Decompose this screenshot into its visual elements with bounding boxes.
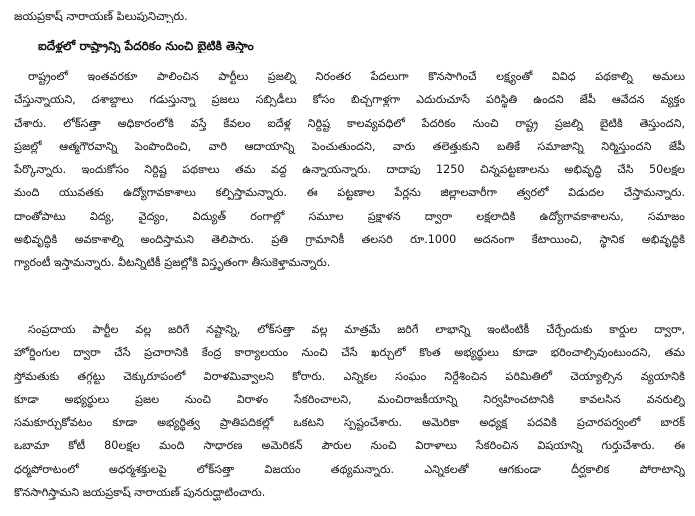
paragraph-line: అభివృద్ధికి అవకాశాల్ని అందిస్తామని తెలిపారు. ప్రతి గ్రామానికీ తలసరి రూ.1000 అదనంగా కేటాయించి, స్థానిక అభివృద్ధికి [14, 233, 685, 247]
paragraph-line: ఒబామా కోటీ 80లక్షల మంది సాధారణ అమెరికన్ పౌరుల నుంచి విరాళాలు సేకరించిన విషయాన్ని గుర్తుచేశారు. ఈ [14, 439, 685, 453]
paragraph-line: కూడా అభ్యర్థులు ప్రజల నుంచి విరాళం సేకరించాలని, మంచిరాజకీయాన్ని నిర్వహించటానికి కావలసిన వనరుల్ని [14, 392, 685, 406]
paragraph-line: చేశారు. లోక్‌సత్తా అధికారంలోకి వస్తే కేవలం ఐదేళ్ల నిర్దిష్ట కాలవ్యవధిలో పేదరికం నుంచి రాష్ట్ర ప్రజల్ని బైటికి తెస్తుందని, [14, 116, 685, 130]
paragraph-line: కొనసాగిస్తామని జయప్రకాష్ నారాయణ్ పునరుద్ఘాటించారు. [14, 486, 266, 500]
paragraph-line: చేస్తున్నాయని, దశాబ్దాలు గడుస్తున్నా ప్రజలు సబ్సిడీలు కోసం బిచ్చగాళ్లగా ఎదురుచూసే పరిస్థితి ఉందని జేపీ ఆవేదన వ్యక్తం [14, 93, 685, 107]
paragraph-line: ధర్మపోరాటంలో అధర్మశక్తులపై లోక్‌సత్తా విజయం తథ్యమన్నారు. ఎన్నికలతో ఆగకుండా దీర్ఘకాలిక పోరాటాన్ని [14, 462, 685, 476]
paragraph-line: హోర్డింగుల ద్వారా చేసే ప్రచారానికి కేంద్ర కార్యాలయం నుంచి చేసే ఖర్చులో కొంత అభ్యర్థులు కూడా భరించాల్సివుంటుందని, తమ [14, 346, 685, 360]
paragraph-line: రాష్ట్రంలో ఇంతవరకూ పాలించిన పార్టీలు ప్రజల్ని నిరంతర పేదలుగా కొనసాగించే లక్ష్యంతో వివిధ పథకాల్ని అమలు [28, 70, 685, 83]
paragraph-line: దాంతోపాటు విద్య, వైద్యం, విద్యుత్ రంగాల్లో సమూల ప్రక్షాళన ద్వారా లక్షలాదికి ఉద్యోగావకాశాలను, సమాజం [14, 209, 685, 223]
paragraph-line: గ్యారంటీ ఇస్తామన్నారు. వీటన్నిటికీ ప్రజల్లోకి విస్తృతంగా తీసుకెళ్తామన్నారు. [14, 256, 331, 270]
paragraph-line: సమకూర్చుకోవటం కూడా అభ్యర్థిత్వ ప్రాతిపదికల్లో ఒకటని స్పష్టంచేశారు. అమెరికా అధ్యక్ష పదవికి ప్రచారపర్వంలో బారక్ [14, 416, 685, 430]
paragraph-line: సంప్రదాయ పార్టీల వల్ల జరిగే నష్టాన్ని, లోక్‌సత్తా వల్ల మాత్రమే జరిగే లాభాన్ని ఇంటింటికీ చేర్చేందుకు కార్డుల ద్వారా, [28, 323, 685, 336]
paragraph-line: పేర్కొన్నారు. ఇందుకోసం నిర్దిష్ట పథకాలు తమ వద్ద ఉన్నాయన్నారు. దాదాపు 1250 చిన్నపట్టణాలను అభివృద్ధి చేసి 50లక్షల [14, 163, 685, 177]
paragraph-1 [14, 65, 685, 275]
paragraph-line: మంది యువతకు ఉద్యోగావకాశాలు కల్పిస్తామన్నారు. ఈ పట్టణాల పేర్లను జిల్లాలవారీగా త్వరలో విడుదల చేస్తామన్నారు. [14, 186, 685, 200]
paragraph-line: స్తోమతుకు తగ్గట్టు చెక్కురూపంలో విరాళమివ్వాలని కోరారు. ఎన్నికల సంఘం నిర్దేశించిన పరిమితిలో చెయ్యాల్సిన వ్యయానికి [14, 369, 685, 383]
paragraph-2 [14, 318, 685, 504]
article-text-fragment: జయప్రకాష్ నారాయణ్ పిలుపునిచ్చారు. [14, 9, 188, 23]
paragraph-line: ప్రజల్లో ఆత్మగౌరవాన్ని పెంపొందించి, వారి ఆదాయాన్ని పెంచుతుందని, వారు తలెత్తుకుని బతికే సమాజాన్ని నిర్మిస్తుందని జేపీ [14, 139, 685, 153]
section-heading: ఐదేళ్లలో రాష్ట్రాన్ని పేదరికం నుంచి బైటికి తెస్తాం [38, 39, 254, 53]
